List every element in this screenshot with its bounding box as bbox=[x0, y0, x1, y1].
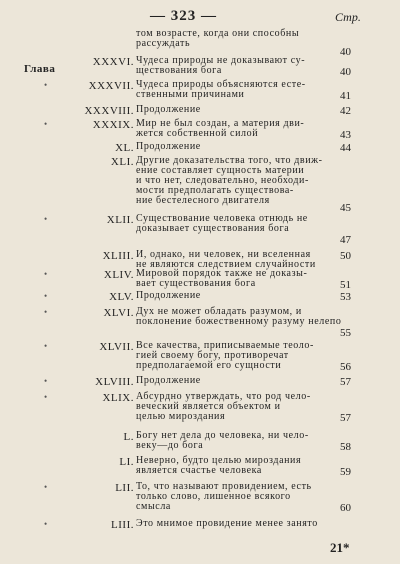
chapter-title: Неверно, будто целью мироздания является счастье человека bbox=[136, 455, 302, 476]
entry-page-number: 45 bbox=[340, 202, 351, 214]
chapter-title: Мировой порядок также не доказы- вает существования бога bbox=[136, 268, 308, 289]
chapter-title: Продолжение bbox=[136, 104, 201, 115]
chapter-number: XXXVI. bbox=[92, 56, 134, 68]
chapter-title: Это мнимое провидение менее занято bbox=[136, 518, 318, 529]
entry-page-number: 40 bbox=[340, 46, 351, 58]
margin-mark: • bbox=[44, 482, 48, 492]
chapter-title: Существование человека отнюдь не доказывает существования бога bbox=[136, 213, 308, 234]
chapter-number: XLI. bbox=[110, 156, 134, 168]
margin-mark: • bbox=[44, 119, 48, 129]
chapter-number: XLVI. bbox=[103, 307, 134, 319]
page-number: — 323 — bbox=[150, 8, 217, 24]
entry-page-number: 57 bbox=[340, 412, 351, 424]
chapter-number: LII. bbox=[115, 482, 134, 494]
entry-page-number: 60 bbox=[340, 502, 351, 514]
margin-mark: • bbox=[44, 341, 48, 351]
chapter-number: XLIV. bbox=[103, 269, 134, 281]
chapter-title: том возрасте, когда они способны рассуждать bbox=[136, 28, 300, 49]
entry-page-number: 51 bbox=[340, 279, 351, 291]
chapter-title: Чудеса природы объясняются есте- ственными причинами bbox=[136, 79, 306, 100]
chapter-title: Продолжение bbox=[136, 290, 201, 301]
margin-mark: • bbox=[44, 519, 48, 529]
entry-page-number: 56 bbox=[340, 361, 351, 373]
page-column-label: Стр. bbox=[335, 10, 361, 24]
chapter-title: Богу нет дела до человека, ни чело- веку—до бога bbox=[136, 430, 309, 451]
margin-mark: • bbox=[44, 269, 48, 279]
chapter-number: XXXVIII. bbox=[84, 105, 134, 117]
margin-mark: • bbox=[44, 307, 48, 317]
chapter-number: XLV. bbox=[109, 291, 134, 303]
chapter-number: XLIX. bbox=[102, 392, 134, 404]
entry-page-number: 44 bbox=[340, 142, 351, 154]
margin-mark: • bbox=[44, 392, 48, 402]
margin-mark: • bbox=[44, 80, 48, 90]
entry-page-number: 53 bbox=[340, 291, 351, 303]
chapter-number: XLII. bbox=[106, 214, 134, 226]
chapter-number: XXXIX. bbox=[92, 119, 134, 131]
chapter-title: Дух не может обладать разумом, и поклонение божественному разуму нелепо bbox=[136, 306, 342, 327]
chapter-number: L. bbox=[123, 431, 134, 443]
entry-page-number: 47 bbox=[340, 234, 351, 246]
entry-page-number: 50 bbox=[340, 250, 351, 262]
chapter-title: Другие доказательства того, что движ- ение составляет сущность материи и что нет, следовательно, необходи- мости предполагать существова- ние бестелесного двигателя bbox=[136, 155, 323, 206]
entry-page-number: 41 bbox=[340, 90, 351, 102]
chapter-title: Мир не был создан, а материя дви- жется собственной силой bbox=[136, 118, 305, 139]
entry-page-number: 59 bbox=[340, 466, 351, 478]
chapter-title: Абсурдно утверждать, что род чело- веческий является объектом и целью мироздания bbox=[136, 391, 311, 422]
entry-page-number: 57 bbox=[340, 376, 351, 388]
signature-mark: 21* bbox=[330, 540, 350, 555]
chapter-title: И, однако, ни человек, ни вселенная не являются следствием случайности bbox=[136, 249, 316, 270]
chapter-title: Все качества, приписываемые теоло- гией своему богу, противоречат предполагаемой его сущности bbox=[136, 340, 314, 371]
margin-mark: • bbox=[44, 376, 48, 386]
chapter-title: То, что называют провидением, есть только слово, лишенное всякого смысла bbox=[136, 481, 312, 512]
entry-page-number: 42 bbox=[340, 105, 351, 117]
chapter-number: LI. bbox=[119, 456, 134, 468]
chapter-title: Продолжение bbox=[136, 141, 201, 152]
chapter-title: Продолжение bbox=[136, 375, 201, 386]
entry-page-number: 40 bbox=[340, 66, 351, 78]
chapter-number: XLIII. bbox=[102, 250, 134, 262]
chapter-title: Чудеса природы не доказывают су- ществования бога bbox=[136, 55, 306, 76]
entry-page-number: 55 bbox=[340, 327, 351, 339]
chapter-number: LIII. bbox=[111, 519, 134, 531]
chapter-number: XL. bbox=[115, 142, 134, 154]
chapter-label: Глава bbox=[24, 63, 56, 75]
chapter-number: XXXVII. bbox=[88, 80, 134, 92]
chapter-number: XLVII. bbox=[99, 341, 134, 353]
page-header bbox=[0, 6, 400, 26]
entry-page-number: 43 bbox=[340, 129, 351, 141]
margin-mark: • bbox=[44, 291, 48, 301]
chapter-number: XLVIII. bbox=[95, 376, 134, 388]
margin-mark: • bbox=[44, 214, 48, 224]
entry-page-number: 58 bbox=[340, 441, 351, 453]
